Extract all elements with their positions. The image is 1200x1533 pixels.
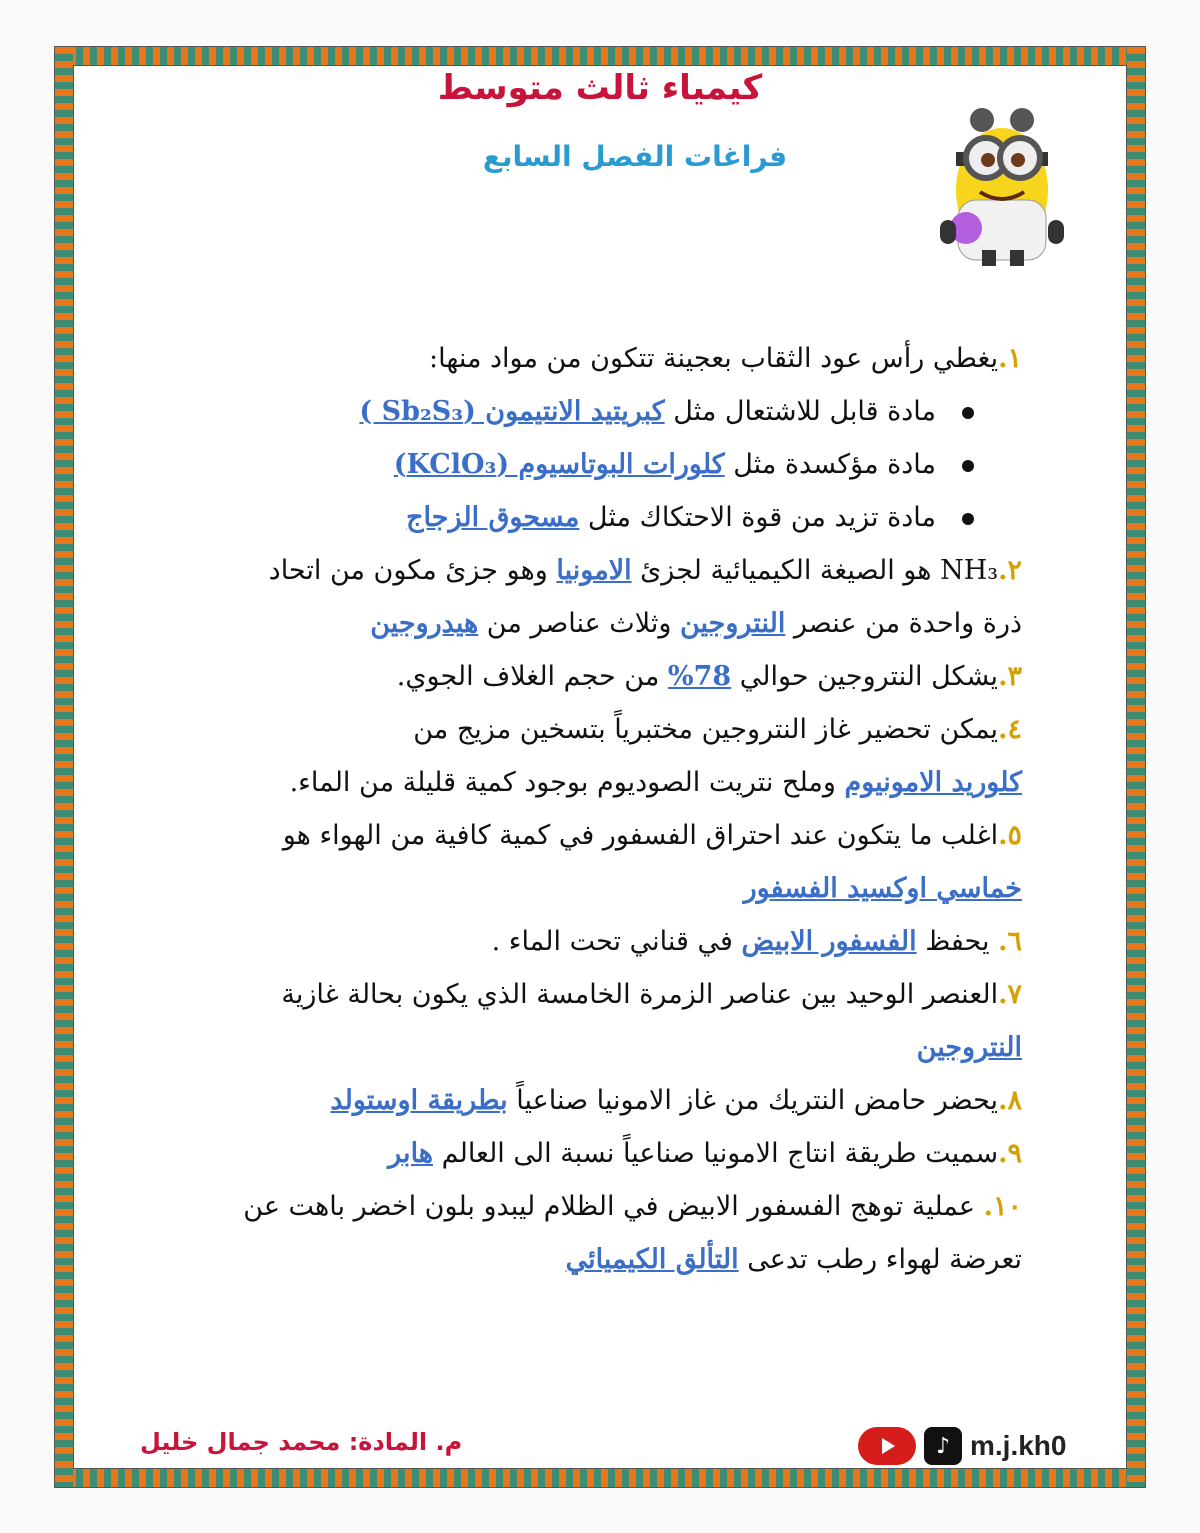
list-item: ذرة واحدة من عنصر النتروجين وثلاث عناصر من هيدروجين [370, 608, 1022, 639]
minion-scientist-icon [922, 100, 1082, 268]
youtube-icon[interactable] [858, 1427, 916, 1465]
answer: هابر [388, 1138, 434, 1169]
answer: هيدروجين [370, 608, 479, 639]
answer: النتروجين [916, 1032, 1022, 1063]
list-item: مادة تزيد من قوة الاحتكاك مثل مسحوق الزجاج [150, 491, 1022, 544]
border-pattern-right [1127, 47, 1145, 1487]
social-links [858, 1424, 1066, 1468]
list-item: ٩.سميت طريقة انتاج الامونيا صناعياً نسبة الى العالم هابر [388, 1138, 1022, 1169]
list-item: مادة مؤكسدة مثل كلورات البوتاسيوم (KClO₃) [150, 438, 1022, 491]
answer: مسحوق الزجاج [406, 502, 580, 533]
answer: كلورات البوتاسيوم (KClO₃) [393, 449, 725, 480]
answer: الامونيا [556, 555, 632, 586]
list-item: ٣.يشكل النتروجين حوالي 78% من حجم الغلاف الجوي. [396, 661, 1022, 692]
list-item: مادة قابل للاشتعال مثل كبريتيد الانتيمون (Sb₂S₃ ) [150, 385, 1022, 438]
tiktok-icon[interactable]: ♪ [924, 1427, 962, 1465]
list-item: ٨.يحضر حامض النتريك من غاز الامونيا صناعياً بطريقة اوستولد [330, 1085, 1022, 1116]
answer: كلوريد الامونيوم [844, 767, 1022, 798]
bullet-icon [962, 460, 974, 472]
answer: النتروجين [679, 608, 786, 639]
list-item: ٥.اغلب ما يتكون عند احتراق الفسفور في كمية كافية من الهواء هو [282, 820, 1022, 851]
list-item: ٤.يمكن تحضير غاز النتروجين مختبرياً بتسخين مزيج من [413, 714, 1022, 745]
bullet-icon [962, 513, 974, 525]
list-item: تعرضة لهواء رطب تدعى التألق الكيميائي [565, 1244, 1022, 1275]
list-item [150, 1021, 1022, 1074]
social-handle[interactable]: m.j.kh0 [970, 1430, 1067, 1461]
border-pattern-left [55, 47, 73, 1487]
list-item: ٦. يحفظ الفسفور الابيض في قناني تحت الماء . [491, 926, 1022, 957]
answer: التألق الكيميائي [565, 1244, 739, 1275]
teacher-name: م. المادة: محمد جمال خليل [140, 1428, 463, 1456]
list-item: ٧.العنصر الوحيد بين عناصر الزمرة الخامسة الذي يكون بحالة غازية [281, 979, 1022, 1010]
list-item [150, 862, 1022, 915]
bullet-icon [962, 407, 974, 419]
page-subtitle: فراغات الفصل السابع [482, 140, 788, 173]
list-item: ١.يغطي رأس عود الثقاب بعجينة تتكون من مواد منها: [429, 343, 1022, 374]
answer: خماسي اوكسيد الفسفور [743, 873, 1022, 904]
list-item: كلوريد الامونيوم وملح نتريت الصوديوم بوجود كمية قليلة من الماء. [289, 767, 1022, 798]
answer: بطريقة اوستولد [330, 1085, 508, 1116]
questions-list [150, 332, 1022, 1286]
page-title: كيمياء ثالث متوسط [437, 68, 763, 108]
answer: 78% [667, 661, 732, 692]
list-item: ٢.NH₃ هو الصيغة الكيميائية لجزئ الامونيا وهو جزئ مكون من اتحاد [268, 555, 1022, 586]
answer: الفسفور الابيض [741, 926, 917, 957]
list-item: ١٠. عملية توهج الفسفور الابيض في الظلام ليبدو بلون اخضر باهت عن [243, 1191, 1022, 1222]
answer: كبريتيد الانتيمون (Sb₂S₃ ) [359, 396, 665, 427]
